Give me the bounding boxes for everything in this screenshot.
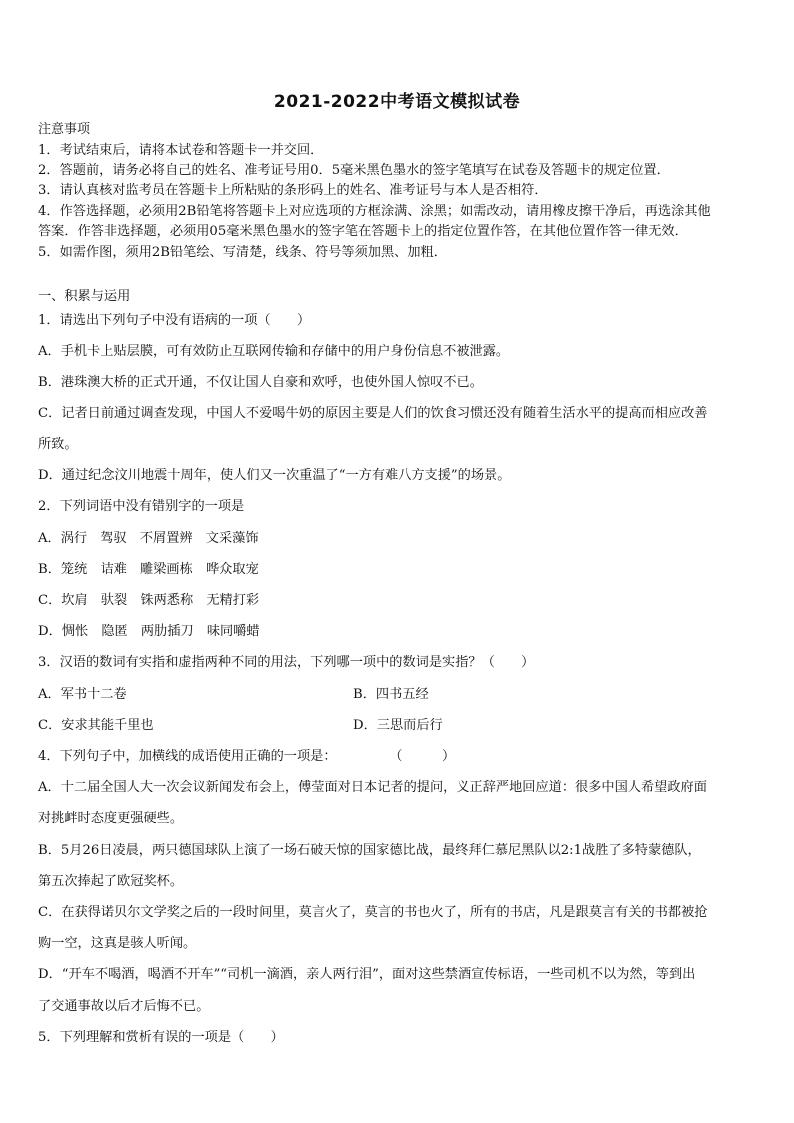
option-a: A．十二届全国人大一次会议新闻发布会上，傅莹面对日本记者的提问，义正辞严地回应道：很多中国人希望政府面 — [38, 780, 707, 795]
question-stem: 3．汉语的数词有实指和虚指两种不同的用法，下列哪一项中的数词是实指？（ ） — [38, 655, 535, 670]
option-d: D．“开车不喝酒，喝酒不开车”“司机一滴酒，亲人两行泪”，面对这些禁酒宣传标语，一些司机不以为然，等到出 — [38, 967, 696, 982]
question-stem: 5．下列理解和赏析有误的一项是（ ） — [38, 1030, 284, 1045]
option-c: C．记者日前通过调查发现，中国人不爱喝牛奶的原因主要是人们的饮食习惯还没有随着生活水平的提高而相应改善 — [38, 406, 708, 421]
option-b: B．笼统 诘难 雕梁画栋 哗众取宠 — [38, 562, 259, 577]
option-d: D．通过纪念汶川地震十周年，使人们又一次重温了“一方有难八方支援”的场景。 — [38, 468, 511, 483]
option-a: A．涡行 驾驭 不屑置辨 文采藻饰 — [38, 531, 259, 546]
notice-item: 2．答题前，请务必将自己的姓名、准考证号用0．5毫米黑色墨水的签字笔填写在试卷及答题卡的规定位置． — [38, 163, 670, 178]
option-d: D．惆怅 隐匿 两肋插刀 味同嚼蜡 — [38, 624, 260, 639]
option-c-continued: 购一空，这真是骇人听闻。 — [38, 936, 197, 951]
notice-heading: 注意事项 — [38, 122, 91, 137]
option-c: C．安求其能千里也 — [38, 718, 154, 733]
notice-item: 4．作答选择题，必须用2B铅笔将答题卡上对应选项的方框涂满、涂黑；如需改动，请用橡皮擦干净后，再选涂其他 — [38, 204, 711, 219]
question-stem: 1．请选出下列句子中没有语病的一项（ ） — [38, 313, 311, 328]
option-c-continued: 所致。 — [38, 437, 78, 452]
question-stem: 2．下列词语中没有错别字的一项是 — [38, 499, 245, 514]
option-row — [38, 686, 756, 704]
option-b-continued: 第五次捧起了欧冠奖杯。 — [38, 874, 184, 889]
option-a: A．手机卡上贴层膜，可有效防止互联网传输和存储中的用户身份信息不被泄露。 — [38, 344, 510, 359]
option-c: C．坎肩 驮裂 铢两悉称 无精打彩 — [38, 593, 260, 608]
option-c: C．在获得诺贝尔文学奖之后的一段时间里，莫言火了，莫言的书也火了，所有的书店，凡是跟莫言有关的书都被抢 — [38, 905, 708, 920]
option-d: D．三思而后行 — [353, 718, 443, 733]
page-title: 2021-2022中考语文模拟试卷 — [273, 92, 521, 112]
question-stem: 4．下列句子中，加横线的成语使用正确的一项是： （ ） — [38, 749, 456, 764]
option-a-continued: 对挑衅时态度更强硬些。 — [38, 811, 184, 826]
notice-item: 1．考试结束后，请将本试卷和答题卡一并交回． — [38, 143, 324, 158]
notice-item: 5．如需作图，须用2B铅笔绘、写清楚，线条、符号等须加黑、加粗． — [38, 245, 447, 260]
notice-item: 3．请认真核对监考员在答题卡上所粘贴的条形码上的姓名、准考证号与本人是否相符． — [38, 183, 548, 198]
notice-item: 答案．作答非选择题，必须用05毫米黑色墨水的签字笔在答题卡上的指定位置作答，在其他位置作答一律无效． — [38, 224, 688, 239]
option-a: A．军书十二卷 — [38, 687, 127, 702]
option-b: B．5月26日凌晨，两只德国球队上演了一场石破天惊的国家德比战，最终拜仁慕尼黑队以2:1战胜了多特蒙德队， — [38, 843, 701, 858]
option-row — [38, 717, 756, 735]
section-heading: 一、积累与运用 — [38, 289, 131, 304]
option-d-continued: 了交通事故以后才后悔不已。 — [38, 999, 210, 1014]
option-b: B．港珠澳大桥的正式开通，不仅让国人自豪和欢呼，也使外国人惊叹不已。 — [38, 375, 483, 390]
option-b: B．四书五经 — [353, 687, 429, 702]
